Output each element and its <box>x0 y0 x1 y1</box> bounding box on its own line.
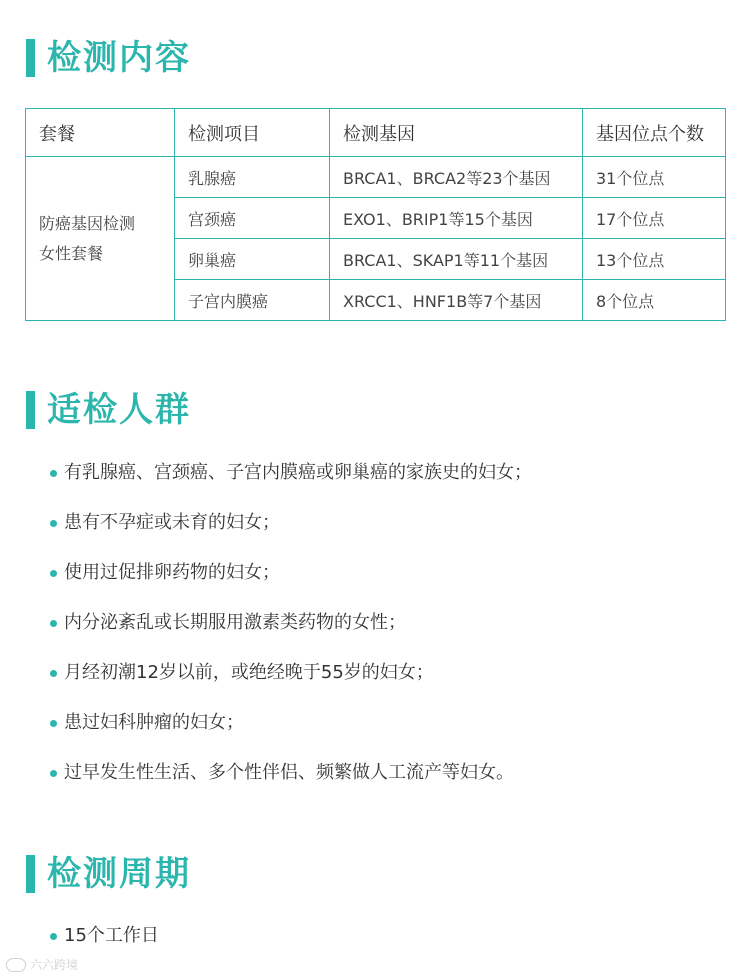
table-cell-sites: 8个位点 <box>583 280 726 321</box>
test-period-list <box>50 924 159 948</box>
table-cell-item: 宫颈癌 <box>175 198 330 239</box>
list-item <box>50 761 532 785</box>
table-cell-sites: 13个位点 <box>583 239 726 280</box>
list-item-text: 患有不孕症或未育的妇女； <box>64 512 280 533</box>
list-item-text: 过早发生性生活、多个性伴侣、频繁做人工流产等妇女。 <box>64 762 514 783</box>
bullet-dot-icon <box>50 670 57 677</box>
bullet-dot-icon <box>50 570 57 577</box>
section-title-test-content <box>26 38 191 78</box>
list-item-text: 使用过促排卵药物的妇女； <box>64 562 280 583</box>
table-header-cell: 基因位点个数 <box>583 109 726 157</box>
title-accent-bar <box>26 855 35 893</box>
test-content-table <box>25 108 726 321</box>
package-name-line: 防癌基因检测 <box>39 213 136 233</box>
table-cell-sites: 31个位点 <box>583 157 726 198</box>
table-row <box>26 157 726 198</box>
list-item <box>50 561 532 585</box>
section-title-text: 检测周期 <box>47 854 191 894</box>
table-cell-sites: 17个位点 <box>583 198 726 239</box>
title-accent-bar <box>26 39 35 77</box>
table-cell-item: 乳腺癌 <box>175 157 330 198</box>
list-item-text: 15个工作日 <box>64 925 159 946</box>
section-title-text: 检测内容 <box>47 38 191 78</box>
list-item <box>50 611 532 635</box>
list-item-text: 内分泌紊乱或长期服用激素类药物的女性； <box>64 612 406 633</box>
table-header-cell: 套餐 <box>26 109 175 157</box>
watermark-text: 六六跨境 <box>30 958 79 972</box>
bullet-dot-icon <box>50 470 57 477</box>
list-item <box>50 511 532 535</box>
table-cell-genes: EXO1、BRIP1等15个基因 <box>330 198 583 239</box>
suitable-people-list <box>50 461 532 811</box>
list-item-text: 患过妇科肿瘤的妇女； <box>64 712 244 733</box>
watermark-logo-icon <box>6 958 26 972</box>
table-header-cell: 检测项目 <box>175 109 330 157</box>
list-item <box>50 924 159 948</box>
table-header-row <box>26 109 726 157</box>
list-item <box>50 661 532 685</box>
list-item <box>50 711 532 735</box>
bullet-dot-icon <box>50 620 57 627</box>
list-item <box>50 461 532 485</box>
package-name-line: 女性套餐 <box>39 243 104 263</box>
table-cell-genes: BRCA1、SKAP1等11个基因 <box>330 239 583 280</box>
bullet-dot-icon <box>50 520 57 527</box>
table-cell-genes: XRCC1、HNF1B等7个基因 <box>330 280 583 321</box>
section-title-test-period <box>26 854 191 894</box>
bullet-dot-icon <box>50 720 57 727</box>
table-header-cell: 检测基因 <box>330 109 583 157</box>
watermark <box>6 956 78 973</box>
bullet-dot-icon <box>50 933 57 940</box>
table-cell-item: 卵巢癌 <box>175 239 330 280</box>
table-cell-item: 子宫内膜癌 <box>175 280 330 321</box>
list-item-text: 有乳腺癌、宫颈癌、子宫内膜癌或卵巢癌的家族史的妇女； <box>64 462 532 483</box>
bullet-dot-icon <box>50 770 57 777</box>
table-cell-genes: BRCA1、BRCA2等23个基因 <box>330 157 583 198</box>
title-accent-bar <box>26 391 35 429</box>
section-title-text: 适检人群 <box>47 390 191 430</box>
list-item-text: 月经初潮12岁以前，或绝经晚于55岁的妇女； <box>64 662 434 683</box>
package-name-cell <box>26 157 175 321</box>
section-title-suitable-people <box>26 390 191 430</box>
